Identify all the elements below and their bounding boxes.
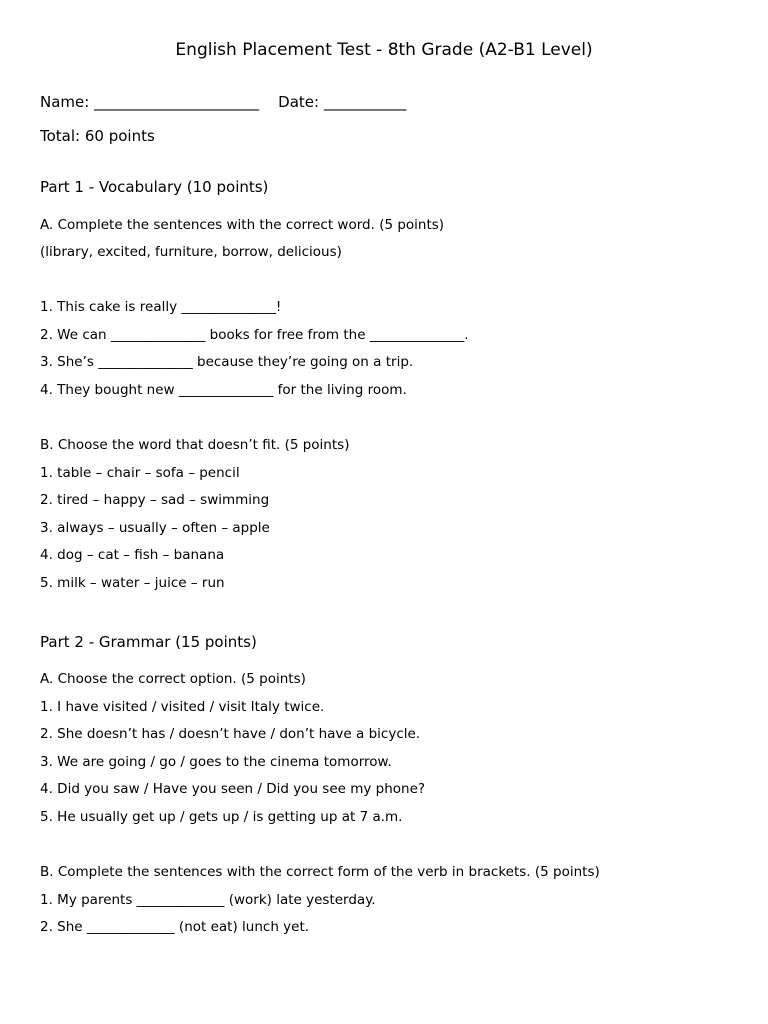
- word-bank: (library, excited, furniture, borrow, delicious): [40, 244, 342, 260]
- list-item: 2. She doesn’t has / doesn’t have / don’t have a bicycle.: [40, 726, 421, 742]
- list-item: 4. dog – cat – fish – banana: [40, 547, 225, 563]
- part2-b-instruction: B. Complete the sentences with the correct form of the verb in brackets. (5 points): [40, 864, 600, 880]
- list-item: 1. This cake is really ______________!: [40, 299, 282, 315]
- part1-a-instruction: A. Complete the sentences with the correct word. (5 points): [40, 217, 445, 233]
- list-item: 3. always – usually – often – apple: [40, 520, 270, 536]
- list-item: 1. My parents _____________ (work) late yesterday.: [40, 892, 376, 908]
- part2-a-instruction: A. Choose the correct option. (5 points): [40, 671, 306, 687]
- total-points: Total: 60 points: [40, 127, 155, 145]
- part1-heading: Part 1 - Vocabulary (10 points): [40, 178, 269, 196]
- list-item: 2. We can ______________ books for free from the ______________.: [40, 327, 469, 343]
- name-date-line: Name: ______________________ Date: ___________: [40, 93, 407, 111]
- list-item: 1. table – chair – sofa – pencil: [40, 465, 240, 481]
- list-item: 2. tired – happy – sad – swimming: [40, 492, 270, 508]
- page-title: English Placement Test - 8th Grade (A2-B1 Level): [175, 40, 593, 60]
- list-item: 3. She’s ______________ because they’re going on a trip.: [40, 354, 414, 370]
- list-item: 1. I have visited / visited / visit Italy twice.: [40, 699, 325, 715]
- list-item: 3. We are going / go / goes to the cinema tomorrow.: [40, 754, 392, 770]
- part1-b-instruction: B. Choose the word that doesn’t fit. (5 points): [40, 437, 350, 453]
- list-item: 4. Did you saw / Have you seen / Did you see my phone?: [40, 781, 426, 797]
- list-item: 4. They bought new ______________ for the living room.: [40, 382, 407, 398]
- list-item: 5. He usually get up / gets up / is getting up at 7 a.m.: [40, 809, 403, 825]
- list-item: 2. She _____________ (not eat) lunch yet.: [40, 919, 310, 935]
- list-item: 5. milk – water – juice – run: [40, 575, 225, 591]
- part2-heading: Part 2 - Grammar (15 points): [40, 633, 257, 651]
